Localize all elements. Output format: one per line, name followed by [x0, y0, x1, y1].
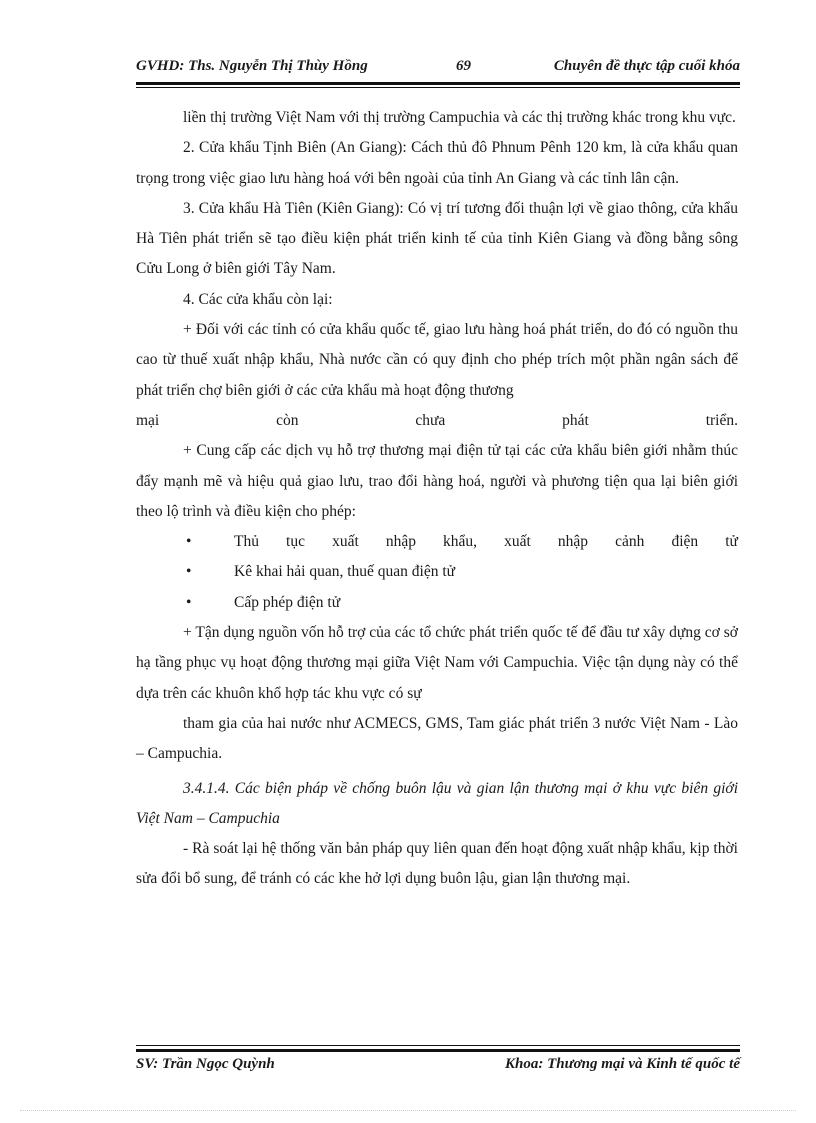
paragraph-ha-tien: 3. Cửa khẩu Hà Tiên (Kiên Giang): Có vị trí tương đối thuận lợi về giao thông, cửa khẩu Hà Tiên phát triển sẽ tạo điều kiện phát triển kinh tế của tỉnh Kiên Giang và đồng bằng sông Cửu Long ở biên giới Tây Nam. — [136, 199, 738, 278]
section-heading: 3.4.1.4. Các biện pháp về chống buôn lậu và gian lận thương mại ở khu vực biên giới Việt Nam – Campuchia — [136, 779, 738, 827]
spread-word: còn — [276, 411, 299, 429]
header-rule-thin — [136, 87, 740, 88]
bullet-item — [136, 557, 738, 587]
header-rule-thick — [136, 82, 740, 85]
spread-word: phát — [562, 411, 589, 429]
page-number: 69 — [456, 58, 471, 74]
header-title: Chuyên đề thực tập cuối khóa — [553, 58, 740, 74]
paragraph-international-gates: + Đối với các tỉnh có cửa khẩu quốc tế, giao lưu hàng hoá phát triển, do đó có nguồn thu cao từ thuế xuất nhập khẩu, Nhà nước cần có quy định cho phép trích một phần ngân sách để phát triển chợ biên giới ở các cửa khẩu mà hoạt động thương — [136, 321, 738, 399]
bullet-text: Kê khai hải quan, thuế quan điện tử — [234, 563, 456, 581]
paragraph-tinh-bien: 2. Cửa khẩu Tịnh Biên (An Giang): Cách thủ đô Phnum Pênh 120 km, là cửa khẩu quan trọng trong việc giao lưu hàng hoá với bên ngoài của tỉnh An Giang và các tỉnh lân cận. — [136, 139, 738, 187]
bullet-text: Thủ tục xuất nhập khẩu, xuất nhập cảnh điện tử — [234, 533, 738, 551]
bullet-icon: • — [186, 563, 192, 581]
paragraph-acmecs: tham gia của hai nước như ACMECS, GMS, Tam giác phát triển 3 nước Việt Nam - Lào – Campuchia. — [136, 714, 738, 763]
paragraph-continuation: liền thị trường Việt Nam với thị trường Campuchia và các thị trường khác trong khu vực. — [183, 109, 736, 126]
footer-rule-thin — [136, 1045, 740, 1046]
paragraph-funding: + Tận dụng nguồn vốn hỗ trợ của các tổ chức phát triển quốc tế để đầu tư xây dựng cơ sở hạ tầng phục vụ hoạt động thương mại giữa Việt Nam với Campuchia. Việc tận dụng này có thể dựa trên các khuôn khổ hợp tác khu vực có sự — [136, 624, 738, 702]
page-edge-divider — [20, 1110, 796, 1111]
footer-faculty: Khoa: Thương mại và Kinh tế quốc tế — [505, 1056, 740, 1072]
bullet-icon: • — [186, 593, 192, 611]
page-footer — [136, 1056, 740, 1078]
bullet-item — [136, 588, 738, 618]
spread-word: mại — [136, 411, 160, 429]
page-header — [136, 58, 740, 80]
paragraph-other-gates: 4. Các cửa khẩu còn lại: — [183, 290, 333, 308]
paragraph-e-commerce: + Cung cấp các dịch vụ hỗ trợ thương mại điện tử tại các cửa khẩu biên giới nhằm thúc đẩy mạnh mẽ và hiệu quả giao lưu, trao đổi hàng hoá, người và phương tiện qua lại biên giới theo lộ trình và điều kiện cho phép: — [136, 442, 738, 520]
paragraph-spread-line — [136, 406, 738, 436]
spread-word: triển. — [705, 411, 738, 429]
header-supervisor: GVHD: Ths. Nguyễn Thị Thùy Hồng — [136, 58, 368, 74]
page-body — [136, 103, 738, 895]
spread-word: chưa — [415, 411, 446, 429]
paragraph-review: - Rà soát lại hệ thống văn bản pháp quy liên quan đến hoạt động xuất nhập khẩu, kịp thời sửa đổi bổ sung, để tránh có các khe hở lợi dụng buôn lậu, gian lận thương mại. — [136, 840, 738, 888]
footer-student: SV: Trần Ngọc Quỳnh — [136, 1056, 275, 1072]
bullet-text: Cấp phép điện tử — [234, 593, 341, 611]
footer-rule-thick — [136, 1049, 740, 1052]
bullet-icon: • — [186, 533, 192, 551]
bullet-item — [136, 527, 738, 557]
